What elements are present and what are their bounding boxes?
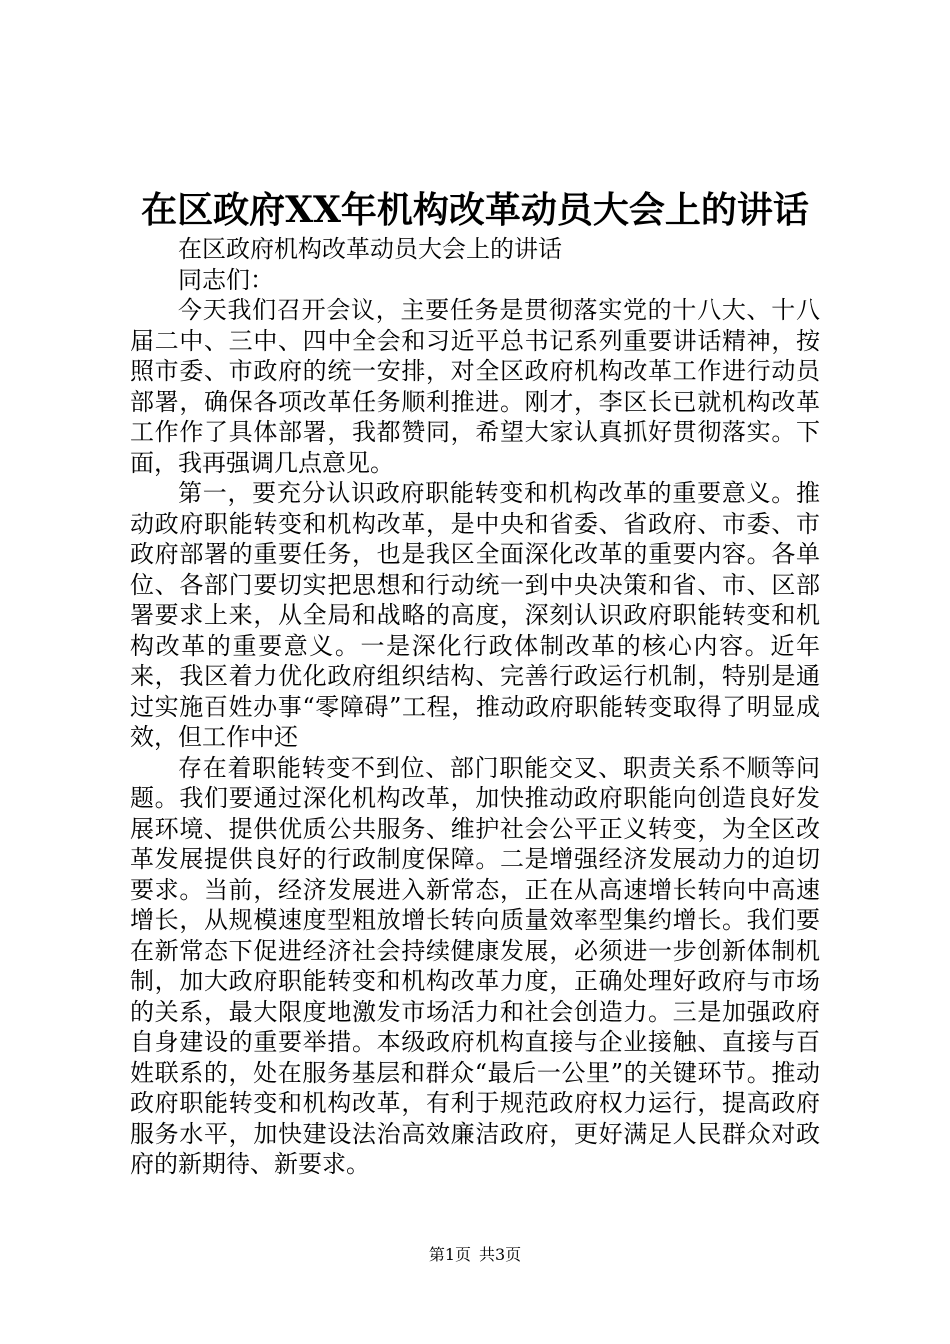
body-paragraph: 第一，要充分认识政府职能转变和机构改革的重要意义。推动政府职能转变和机构改革，是中央和省委、省政府、市委、市政府部署的重要任务，也是我区全面深化改革的重要内容。各单位、各部门要切实把思想和行动统一到中央决策和省、市、区部署要求上来，从全局和战略的高度，深刻认识政府职能转变和机构改革的重要意义。一是深化行政体制改革的核心内容。近年来，我区着力优化政府组织结构、完善行政运行机制，特别是通过实施百姓办事“零障碍”工程，推动政府职能转变取得了明显成效，但工作中还	[130, 479, 820, 751]
page-number: 第1页	[428, 1245, 471, 1264]
document-body	[130, 234, 820, 1180]
salutation-paragraph: 同志们：	[178, 265, 274, 294]
subtitle-paragraph: 在区政府机构改革动员大会上的讲话	[178, 235, 562, 263]
page-footer	[0, 1244, 950, 1266]
body-paragraph: 今天我们召开会议，主要任务是贯彻落实党的十八大、十八届二中、三中、四中全会和习近平总书记系列重要讲话精神，按照市委、市政府的统一安排，对全区政府机构改革工作进行动员部署，确保各项改革任务顺利推进。刚才，李区长已就机构改革工作作了具体部署，我都赞同，希望大家认真抓好贯彻落实。下面，我再强调几点意见。	[130, 296, 820, 477]
page-total: 共3页	[479, 1245, 522, 1264]
document-title: 在区政府XX年机构改革动员大会上的讲话	[141, 189, 809, 231]
body-paragraph: 存在着职能转变不到位、部门职能交叉、职责关系不顺等问题。我们要通过深化机构改革，加快推动政府职能向创造良好发展环境、提供优质公共服务、维护社会公平正义转变，为全区改革发展提供良好的行政制度保障。二是增强经济发展动力的迫切要求。当前，经济发展进入新常态，正在从高速增长转向中高速增长，从规模速度型粗放增长转向质量效率型集约增长。我们要在新常态下促进经济社会持续健康发展，必须进一步创新体制机制，加大政府职能转变和机构改革力度，正确处理好政府与市场的关系，最大限度地激发市场活力和社会创造力。三是加强政府自身建设的重要举措。本级政府机构直接与企业接触、直接与百姓联系的，处在服务基层和群众“最后一公里”的关键环节。推动政府职能转变和机构改革，有利于规范政府权力运行，提高政府服务水平，加快建设法治高效廉洁政府，更好满足人民群众对政府的新期待、新要求。	[130, 753, 820, 1178]
